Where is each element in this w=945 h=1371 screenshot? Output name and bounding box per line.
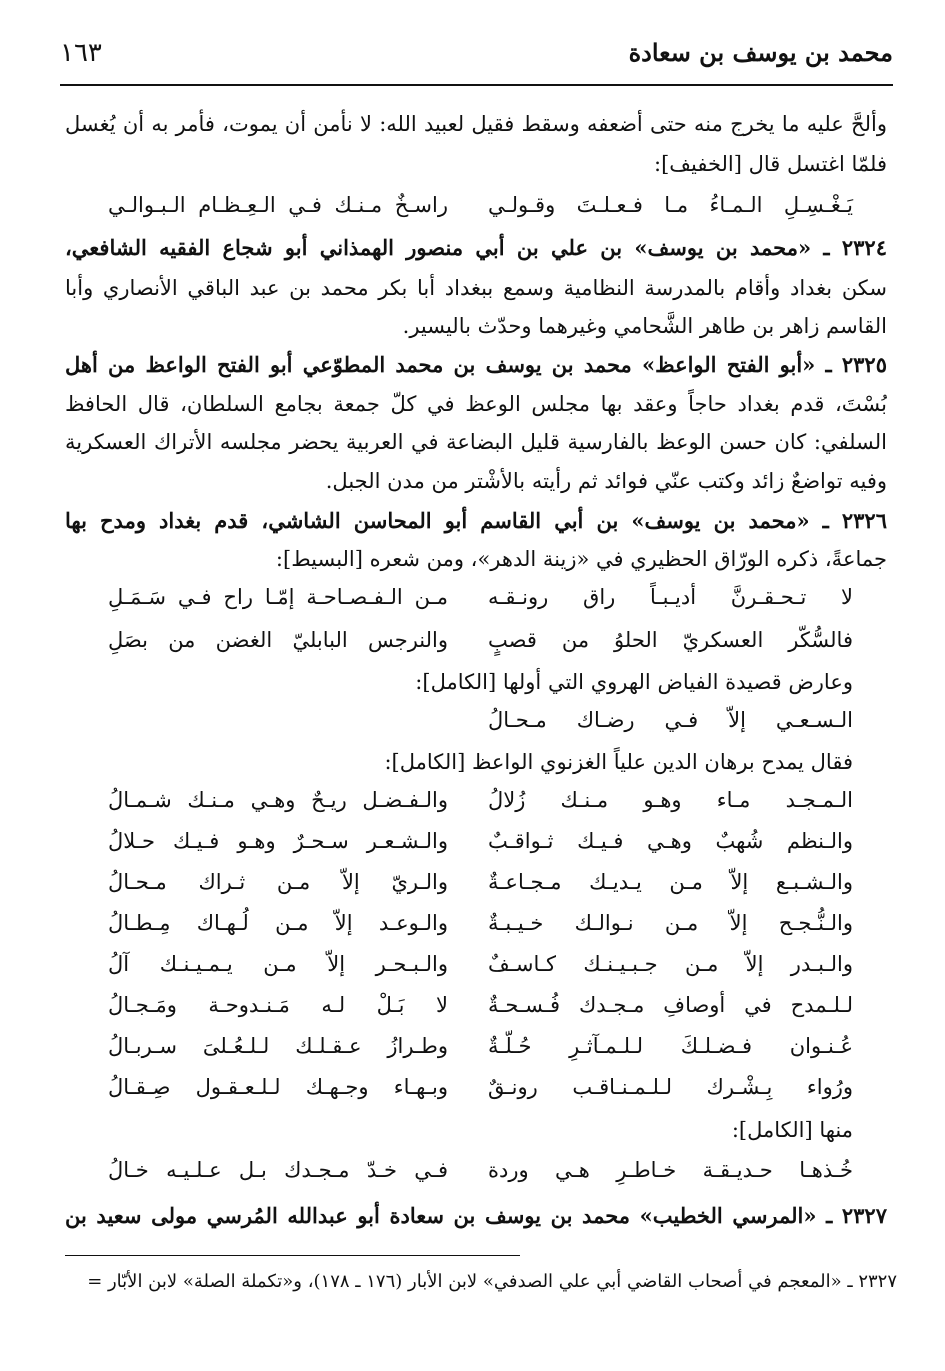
footnote: ٢٣٢٧ ـ «المعجم في أصحاب القاضي أبي علي الصدفي» لابن الأبار (١٧٦ ـ ١٧٨)، و«تكملة الصلة» لابن الأبّار = [87,1271,897,1292]
verse-first-hemistich: والـشـبـع إلاّ مـن يـديـك مـجـاعـةٌ [488,870,853,894]
verse-first-hemistich: فالسُّكّر العسكريّ الحلوُ من قصبٍ [488,628,853,652]
verse-second-hemistich: لا بَـلْ لـه مَـنـدوحـة ومَـجـالُ [108,993,448,1017]
verse-single-hemistich: الـسـعـي إلاّ فـي رضـاك مـحـالُ [488,708,853,732]
text-line: فلمّا اغتسل قال [الخفيف]: [654,152,887,176]
verse-first-hemistich: لـلـمدح في أوصافِ مـجـدك فُـسـحـةٌ [488,993,853,1017]
header-divider [60,84,893,86]
verse-second-hemistich: والـبـحـر إلاّ مـن يـمـيـنـك آلُ [108,952,448,976]
verse-second-hemistich: والـشـعـر سـحـرٌ وهـو فـيـك حـلالُ [108,829,448,853]
text-line: منها [الكامل]: [731,1118,853,1142]
verse-first-hemistich: يَـغْـسِـلِ الـمـاءُ مـا فـعـلـتَ وقـولـي [488,193,853,217]
page-number: ١٦٣ [60,38,102,68]
text-line: وفيه تواضعٌ زائد وكتب عنّي فوائد ثم رأيته بالأشْتر من مدن الجبل. [325,469,887,493]
entry-heading-2327: ٢٣٢٧ ـ «المرسي الخطيب» محمد بن يوسف بن سعادة أبو عبدالله المُرسي مولى سعيد بن [65,1203,887,1228]
verse-first-hemistich: والـنُّـجـح إلاّ مـن نـوالـك خـيـبـةٌ [488,911,853,935]
entry-heading-2324: ٢٣٢٤ ـ «محمد بن يوسف» بن علي بن أبي منصور الهمذاني أبو شجاع الفقيه الشافعي، [65,235,887,260]
verse-first-hemistich: عُـنـوان فـضـلـكَ لـلـمـآثـرِ حُـلّـةٌ [488,1034,853,1058]
verse-first-hemistich: والـبـدر إلاّ مـن جـبـيـنـك كـاسـفٌ [488,952,853,976]
footnote-divider [65,1255,520,1256]
text-line: جماعةً، ذكره الورّاق الحظيري في «زينة الدهر»، ومن شعره [البسيط]: [275,547,887,571]
text-line: وعارض قصيدة الفياض الهروي التي أولها [الكامل]: [415,670,853,694]
verse-second-hemistich: مـن الـفـصـاحـة إمّـا راح فـي سَـمَـلِ [108,585,448,609]
entry-heading-2325: ٢٣٢٥ ـ «أبو الفتح الواعظ» محمد بن يوسف بن محمد المطوّعي أبو الفتح الواعظ من أهل [65,352,887,377]
text-line: فقال يمدح برهان الدين علياً الغزنوي الواعظ [الكامل]: [384,750,853,774]
verse-first-hemistich: لا تـحـقـرنَّ أديـبـاً راق رونـقـه [488,585,853,609]
verse-second-hemistich: والـوعـد إلاّ مـن لُـهـاك مِـطـالُ [108,911,448,935]
verse-second-hemistich: وبـهـاء وجـهـك لـلـعـقـول صِـقـالُ [108,1075,448,1099]
verse-second-hemistich: والنرجس البابليّ الغضن من بصَلِ [108,628,448,652]
text-line: وألحَّ عليه ما يخرج منه حتى أضعفه وسقط فقيل لعبيد الله: لا نأمن أن يموت، فأمر به أن يُغسل [65,112,887,136]
text-line: سكن بغداد وأقام بالمدرسة النظامية وسمع ببغداد أبا بكر محمد بن عبد الباقي الأنصاري وأبا [65,276,887,300]
verse-second-hemistich: وطـرازُ عـقـلـك لـلـعُـلىَ سـربـالُ [108,1034,448,1058]
verse-second-hemistich: راسـخٌ مـنـك فـي الـعِـظـام الـبـوالـي [108,193,448,217]
verse-first-hemistich: والـنظم شُهبٌ وهـي فـيـك ثـواقـبٌ [488,829,853,853]
verse-second-hemistich: فـي خـدّ مـجـدك بـل عـلـيـه خـالُ [108,1158,448,1182]
verse-second-hemistich: والـفـضـل ريـحٌ وهـي مـنـك شـمـالُ [108,788,448,812]
running-title: محمد بن يوسف بن سعادة [628,38,893,67]
entry-heading-2326: ٢٣٢٦ ـ «محمد بن يوسف» بن أبي القاسم أبو المحاسن الشاشي، قدم بغداد ومدح بها [65,508,887,533]
text-line: بُسْتَ، قدم بغداد حاجاً وعقد بها مجلس الوعظ في كلّ جمعة بجامع السلطان، قال الحافظ [65,392,887,416]
verse-first-hemistich: خُـذهـا حـديـقـة خـاطـرِ هـي وردة [488,1158,853,1182]
text-line: السلفي: كان حسن الوعظ بالفارسية قليل البضاعة في العربية يحضر مجلسه الأتراك العسكرية [65,430,887,454]
verse-second-hemistich: والـريّ إلاّ مـن ثـراك مـحـالُ [108,870,448,894]
verse-first-hemistich: الـمـجـد مـاء وهـو مـنـك زُلالُ [488,788,853,812]
verse-first-hemistich: ورُواء بِـشْـرك لـلـمـنـاقـب رونـقٌ [488,1075,853,1099]
text-line: القاسم زاهر بن طاهر الشَّحامي وغيرهما وحدّث باليسير. [402,314,887,338]
page-header [60,38,893,78]
